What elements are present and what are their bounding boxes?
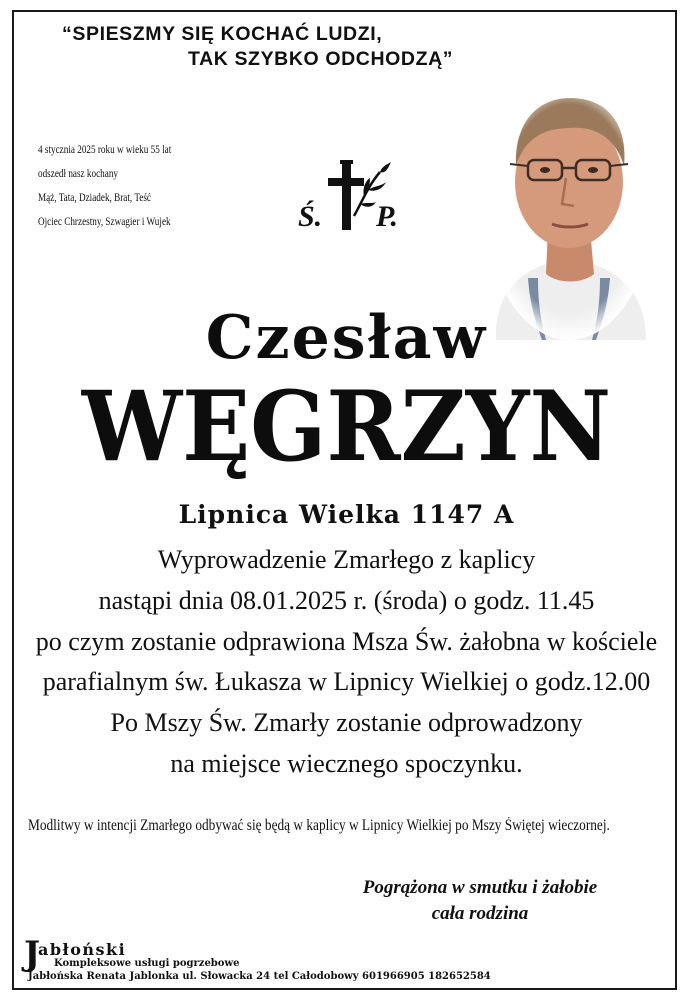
- intro-text: [38, 138, 194, 234]
- cross-with-lily-icon: [296, 156, 400, 238]
- intro-line-4: Ojciec Chrzestny, Szwagier i Wujek: [38, 216, 171, 228]
- quote-line-2: TAK SZYBKO ODCHODZĄ”: [188, 48, 454, 70]
- funeral-details: [10, 540, 683, 785]
- intro-line-1: 4 stycznia 2025 roku w wieku 55 lat: [38, 144, 172, 156]
- deceased-last-name: WĘGRZYN: [81, 370, 612, 483]
- emblem-letter-p: P.: [376, 200, 398, 233]
- quote: [62, 22, 602, 72]
- intro-line-2: odszedł nasz kochany: [38, 168, 118, 180]
- deceased-address: Lipnica Wielka 1147 A: [178, 500, 515, 529]
- details-line-5: Po Mszy Św. Zmarły zostanie odprowadzony: [110, 708, 583, 738]
- details-line-3: po czym zostanie odprawiona Msza Św. żałobna w kościele: [35, 626, 658, 656]
- mourners: [290, 875, 670, 927]
- portrait-photo: [486, 78, 652, 340]
- details-line-6: na miejsce wiecznego spoczynku.: [170, 748, 523, 778]
- intro-line-3: Mąż, Tata, Dziadek, Brat, Teść: [38, 192, 152, 204]
- funeral-home-tagline: Kompleksowe usługi pogrzebowe: [54, 958, 240, 969]
- funeral-home-initial: J: [24, 934, 41, 974]
- funeral-home-contact: Jabłońska Renata Jablonka ul. Słowacka 24 tel Całodobowy 601966905 182652584: [28, 971, 491, 982]
- mourners-line-1: Pogrążona w smutku i żałobie: [362, 877, 598, 898]
- prayers-notice: Modlitwy w intencji Zmarłego odbywać się będą w kaplicy w Lipnicy Wielkiej po Mszy Świętej wieczornej.: [28, 817, 610, 834]
- deceased-first-name: Czesław: [205, 303, 488, 373]
- details-line-2: nastąpi dnia 08.01.2025 r. (środa) o godz. 11.45: [98, 585, 595, 615]
- mourners-line-2: cała rodzina: [431, 903, 529, 924]
- emblem-letter-s: Ś.: [298, 200, 323, 233]
- funeral-home-name: abłoński: [38, 940, 127, 959]
- details-line-4: parafialnym św. Łukasza w Lipnicy Wielkiej o godz.12.00: [42, 667, 651, 697]
- quote-line-1: “SPIESZMY SIĘ KOCHAĆ LUDZI,: [62, 23, 383, 45]
- details-line-1: Wyprowadzenie Zmarłego z kaplicy: [157, 545, 536, 574]
